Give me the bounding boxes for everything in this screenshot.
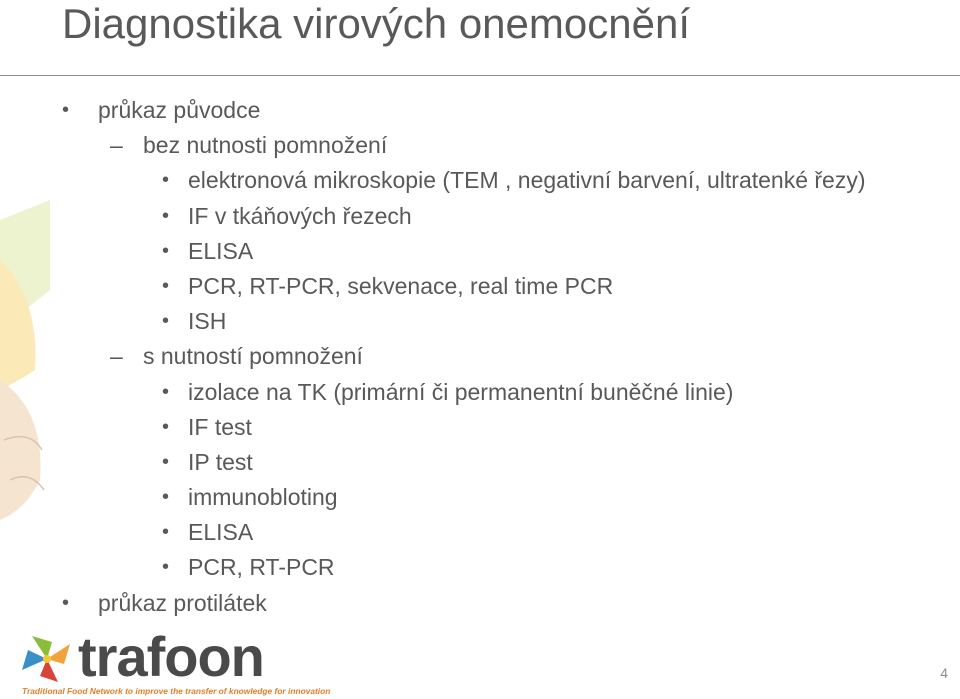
bullet-item [0,410,960,445]
bullet-item [0,304,960,339]
dot-bullet-icon: • [162,521,170,544]
dot-bullet-icon: • [162,239,170,262]
bullet-item [0,128,960,163]
dot-bullet-icon: • [62,591,70,614]
bullet-text: immunobloting [188,484,338,511]
bullet-list [0,93,960,621]
bullet-item [0,163,960,198]
bullet-item [0,480,960,515]
dot-bullet-icon: • [162,310,170,333]
logo-tagline: Traditional Food Network to improve the transfer of knowledge for innovation [22,686,331,696]
bullet-text: ELISA [188,237,254,264]
title-divider [0,75,960,76]
dot-bullet-icon: • [162,486,170,509]
bullet-text: IP test [188,448,253,475]
dot-bullet-icon: • [162,556,170,579]
dot-bullet-icon: • [62,99,70,121]
dot-bullet-icon: • [162,204,170,227]
bullet-text: s nutností pomnožení [143,343,363,370]
bullet-text: IF v tkáňových řezech [188,202,412,229]
bullet-item [0,234,960,269]
bullet-text: IF test [188,413,252,440]
bullet-item [0,550,960,585]
bullet-text: PCR, RT-PCR, sekvenace, real time PCR [188,272,614,299]
dot-bullet-icon: • [162,450,170,473]
dot-bullet-icon: • [162,415,170,438]
bullet-text: ISH [188,308,227,335]
slide-title: Diagnostika virových onemocnění [62,0,690,47]
logo-wordmark: trafoon [78,625,264,688]
pinwheel-logo-icon [18,632,76,686]
bullet-item [0,445,960,480]
dot-bullet-icon: • [162,169,170,192]
bullet-item [0,93,960,128]
dash-bullet-icon: – [110,343,123,370]
bullet-text: ELISA [188,519,254,546]
bullet-item [0,199,960,234]
bullet-item [0,586,960,621]
dash-bullet-icon: – [110,132,123,159]
bullet-text: průkaz protilátek [98,589,267,616]
dot-bullet-icon: • [162,380,170,403]
bullet-text: PCR, RT-PCR [188,554,335,581]
trafoon-logo [18,625,331,699]
page-number: 4 [940,665,948,681]
dot-bullet-icon: • [162,274,170,297]
bullet-text: bez nutnosti pomnožení [143,132,388,159]
bullet-item [0,375,960,410]
bullet-text: elektronová mikroskopie (TEM , negativní barvení, ultratenké řezy) [188,167,866,194]
bullet-item [0,339,960,374]
bullet-item [0,515,960,550]
bullet-text: průkaz původce [98,97,261,123]
bullet-item [0,269,960,304]
bullet-text: izolace na TK (primární či permanentní buněčné linie) [188,378,734,405]
